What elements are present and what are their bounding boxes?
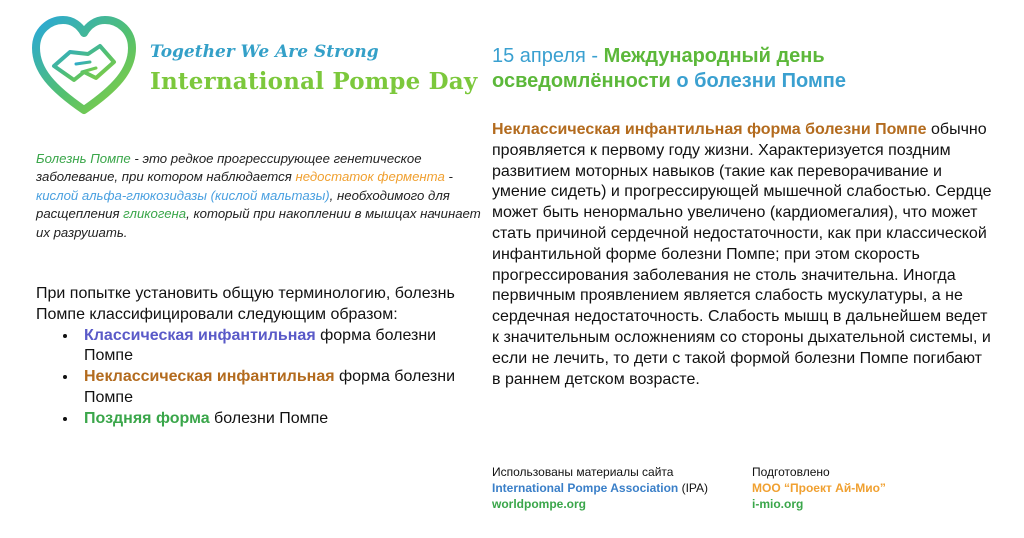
brand-tagline: Together We Are Strong — [150, 42, 379, 62]
intro-text: - — [444, 169, 453, 185]
list-item — [78, 409, 486, 430]
list-item-term: Неклассическая инфантильная — [84, 368, 335, 386]
prepared-link[interactable]: i-mio.org — [752, 497, 804, 511]
list-item-term: Поздняя форма — [84, 409, 210, 427]
article-paragraph — [492, 120, 992, 390]
prepared-label: Подготовлено — [752, 465, 830, 479]
list-item-text: форма болезни Помпе — [84, 326, 437, 365]
list-item — [78, 326, 486, 368]
list-item-term: Классическая инфантильная — [84, 326, 316, 344]
source-label: Использованы материалы сайта — [492, 465, 674, 479]
classification-list — [36, 326, 486, 430]
list-item — [78, 367, 486, 409]
list-item-text: болезни Помпе — [209, 409, 329, 427]
article-body: обычно проявляется к первому году жизни. Характеризуется поздним развитием моторных навыков (такие как переворачивание и умение сидеть) и прогрессирующей мышечной слабостью. Сердце может быть ненормально увеличено (кардиомегалия), что может стать причиной сердечной недостаточности, как при классической инфантильной форме болезни Помпе; при этом скорость прогрессирования заболевания не столь значительна. Иногда первичным проявлением является слабость мускулатуры, а не сердечная недостаточность. Слабость мышц в дальнейшем ведет к значительным осложнениям со стороны дыхательной системы, и если не лечить, то дети с такой формой болезни Помпе погибают в раннем детском возрасте. — [492, 121, 992, 388]
intro-term-pompe: Болезнь Помпе — [36, 151, 131, 166]
headline — [492, 44, 1012, 94]
list-item-text: форма болезни Помпе — [84, 368, 455, 406]
logo — [30, 14, 138, 118]
headline-date: 15 апреля - — [492, 45, 604, 67]
classification-section — [36, 284, 486, 430]
intro-paragraph — [36, 150, 486, 242]
intro-term-glycogen: гликогена — [123, 206, 187, 222]
prepared-organization: МОО “Проект Ай-Мио” — [752, 481, 886, 495]
intro-term-enzyme: кислой альфа-глюкозидазы (кислой мальтазы) — [36, 187, 330, 203]
brand-name: International Pompe Day — [150, 68, 478, 95]
classification-intro: При попытке установить общую терминологию, болезнь Помпе классифицировали следующим образом: — [36, 285, 455, 323]
headline-part2: осведомлённости — [492, 70, 677, 92]
intro-text: , необходимого для расщепления — [36, 187, 450, 222]
headline-part3: о болезни Помпе — [676, 70, 846, 92]
intro-text: , который при накоплении в мышцах начинает их разрушать. — [36, 206, 481, 240]
source-org-abbr: (IPA) — [678, 481, 709, 495]
intro-term-deficiency: недостаток фермента — [295, 169, 445, 185]
intro-text: - это редкое прогрессирующее генетическое заболевание, при котором наблюдается — [36, 151, 422, 185]
source-link[interactable]: worldpompe.org — [492, 497, 586, 511]
source-organization — [492, 480, 708, 496]
article-lead: Неклассическая инфантильная форма болезни Помпе — [492, 121, 927, 138]
heart-handshake-icon — [30, 14, 138, 118]
source-org-name: International Pompe Association — [492, 481, 679, 495]
headline-part1: Международный день — [603, 45, 825, 67]
